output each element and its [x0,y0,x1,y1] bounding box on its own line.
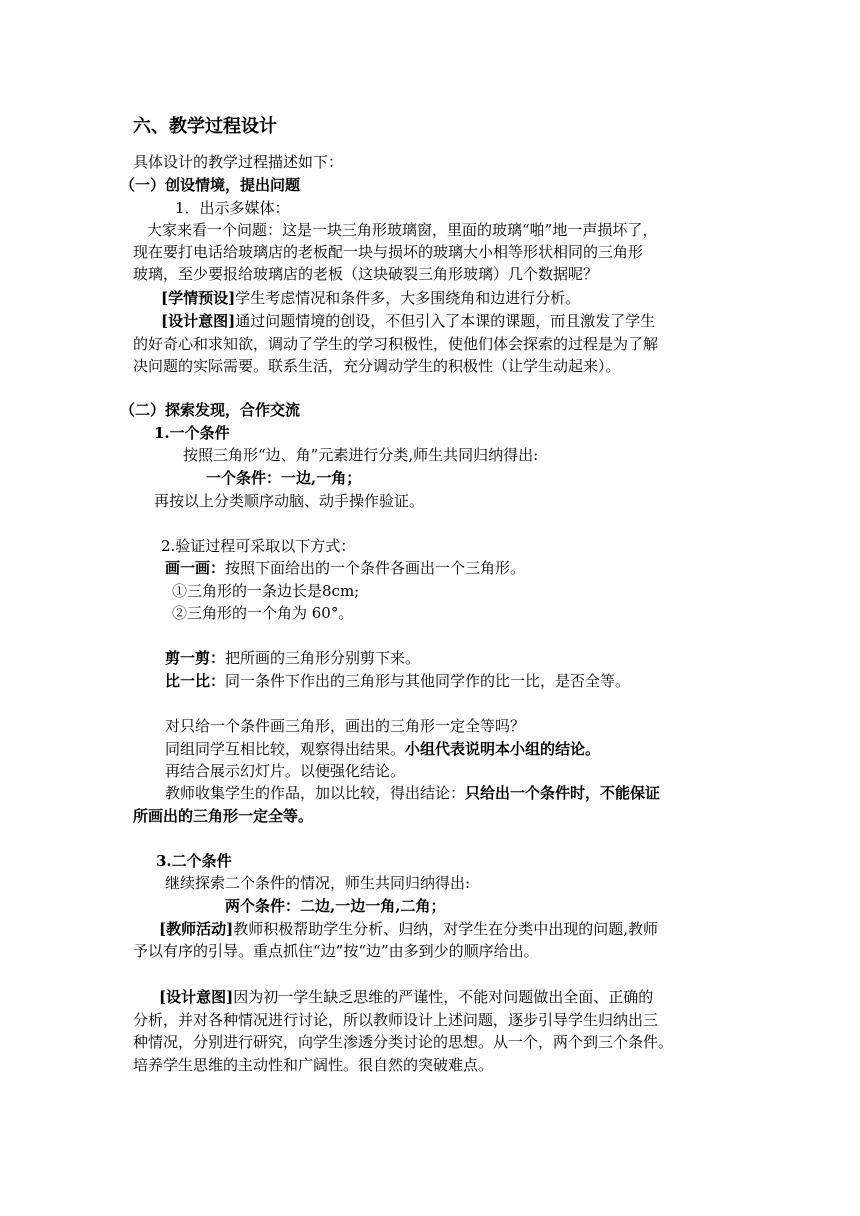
sheji-line: 的好奇心和求知欲，调动了学生的学习积极性，使他们体会探索的过程是为了解 [133,335,659,353]
sec2-sub3: 3.二个条件 [156,852,232,870]
sec1-para-line: 玻璃，至少要报给玻璃店的老板（这块破裂三角形玻璃）几个数据呢？ [133,265,599,283]
sec2-sub3-bold: 两个条件：二边,一边一角,二角； [225,897,446,915]
teacher-bold-cont: 所画出的三角形一定全等。 [133,807,314,825]
condition-2: ②三角形的一个角为 60°。 [172,604,354,622]
group-text: 同组同学互相比较，观察得出结果。 [165,740,406,758]
sec1-title: （一）创设情境，提出问题 [120,176,301,194]
sheji-line: 决问题的实际需要。联系生活，充分调动学生的积极性（让学生动起来）。 [133,357,621,375]
yitu-text: 因为初一学生缺乏思维的严谨性，不能对问题做出全面、正确的 [233,988,654,1006]
draw-label: 画一画： [165,559,226,577]
sec2-sub1: 1.一个条件 [154,424,230,442]
yitu-line [159,986,653,1008]
draw-line [165,557,525,579]
sec2-sub2: 2.验证过程可采取以下方式： [161,537,356,555]
yitu-line: 分析，并对各种情况进行讨论，所以教师设计上述问题，逐步引导学生归纳出三 [133,1011,659,1029]
question-line: 对只给一个条件画三角形，画出的三角形一定全等吗？ [165,717,526,735]
compare-text: 同一条件下作出的三角形与其他同学作的比一比，是否全等。 [225,672,631,690]
yitu-line: 种情况，分别进行研究，向学生渗透分类讨论的思想。从一个，两个到三个条件。 [133,1033,674,1051]
section-heading: 六、教学过程设计 [133,116,277,137]
yitu-tag: [设计意图] [159,988,234,1006]
group-line [165,738,600,760]
yitu-line: 培养学生思维的主动性和广阔性。很自然的突破难点。 [133,1056,494,1074]
compare-label: 比一比： [165,672,226,690]
teacher-text: 教师收集学生的作品，加以比较，得出结论： [165,784,466,802]
sec1-para-line: 大家来看一个问题：这是一块三角形玻璃窗，里面的玻璃“啪”地一声损坏了， [147,221,658,239]
xueqing-line [161,287,580,309]
huodong-line [159,918,658,940]
sec1-item1: 1．出示多媒体： [175,199,290,217]
sheji-line [161,310,655,332]
teacher-line [165,782,660,804]
sheji-text: 通过问题情境的创设，不但引入了本课的课题，而且激发了学生 [235,312,656,330]
draw-text: 按照下面给出的一个条件各画出一个三角形。 [225,559,526,577]
sec2-title: （二）探索发现，合作交流 [120,401,301,419]
xueqing-text: 学生考虑情况和条件多，大多围绕角和边进行分析。 [235,289,581,307]
sec2-sub3-text: 继续探索二个条件的情况，师生共同归纳得出: [165,874,471,892]
cut-line [165,647,420,669]
sec2-sub1-bold: 一个条件：一边,一角； [206,469,362,487]
sec1-para-line: 现在要打电话给玻璃店的老板配一块与损坏的玻璃大小相等形状相同的三角形 [133,243,644,261]
condition-1: ①三角形的一条边长是8cm; [172,582,360,600]
slide-line: 再结合展示幻灯片。以便强化结论。 [165,762,406,780]
cut-label: 剪一剪： [165,649,226,667]
teacher-bold: 只给出一个条件时，不能保证 [465,784,661,802]
huodong-text: 教师积极帮助学生分析、归纳，对学生在分类中出现的问题,教师 [233,920,658,938]
huodong-tag: [教师活动] [159,920,234,938]
sec2-verify: 再按以上分类顺序动脑、动手操作验证。 [154,492,425,510]
compare-line [165,670,630,692]
intro-line: 具体设计的教学过程描述如下： [133,153,344,171]
cut-text: 把所画的三角形分别剪下来。 [225,649,421,667]
sec2-sub1-text: 按照三角形“边、角”元素进行分类,师生共同归纳得出: [183,446,539,464]
huodong-line: 予以有序的引导。重点抓住“边”按“边”由多到少的顺序给出。 [133,942,539,960]
group-bold: 小组代表说明本小组的结论。 [405,740,601,758]
sheji-tag: [设计意图] [161,312,236,330]
xueqing-tag: [学情预设] [161,289,236,307]
